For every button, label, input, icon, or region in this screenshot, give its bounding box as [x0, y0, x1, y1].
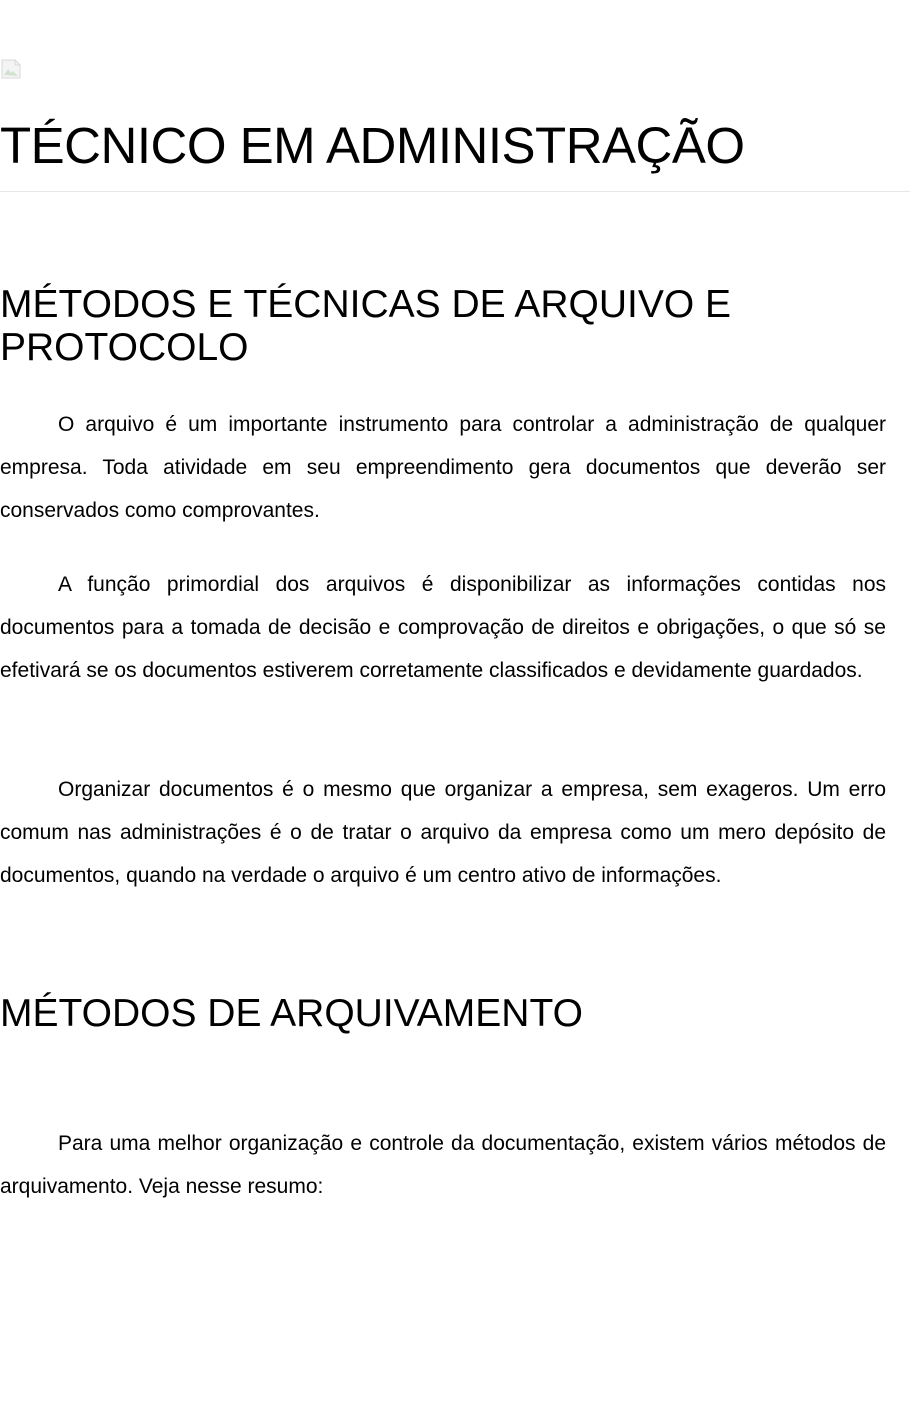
paragraph-organizar-documentos: Organizar documentos é o mesmo que organizar a empresa, sem exageros. Um erro comum nas administrações é o de tratar o arquivo da empresa como um mero depósito de documentos, quando na verdade o arquivo é um centro ativo de informações.	[0, 778, 886, 887]
page-title: TÉCNICO EM ADMINISTRAÇÃO	[0, 117, 745, 174]
section-heading-metodos-arquivamento: MÉTODOS DE ARQUIVAMENTO	[0, 992, 583, 1035]
section-heading-arquivo-protocolo: MÉTODOS E TÉCNICAS DE ARQUIVO E PROTOCOLO	[0, 283, 732, 369]
paragraph-funcao-arquivos: A função primordial dos arquivos é disponibilizar as informações contidas nos documentos para a tomada de decisão e comprovação de direitos e obrigações, o que só se efetivará se os documentos estiverem corretamente classificados e devidamente guardados.	[0, 573, 886, 682]
paragraph-arquivo-instrumento: O arquivo é um importante instrumento para controlar a administração de qualquer empresa. Toda atividade em seu empreendimento gera documentos que deverão ser conservados como comprovantes.	[0, 413, 886, 522]
broken-image-icon	[0, 58, 22, 80]
title-divider	[0, 191, 910, 192]
paragraph-metodos-resumo: Para uma melhor organização e controle da documentação, existem vários métodos de arquivamento. Veja nesse resumo:	[0, 1132, 886, 1198]
